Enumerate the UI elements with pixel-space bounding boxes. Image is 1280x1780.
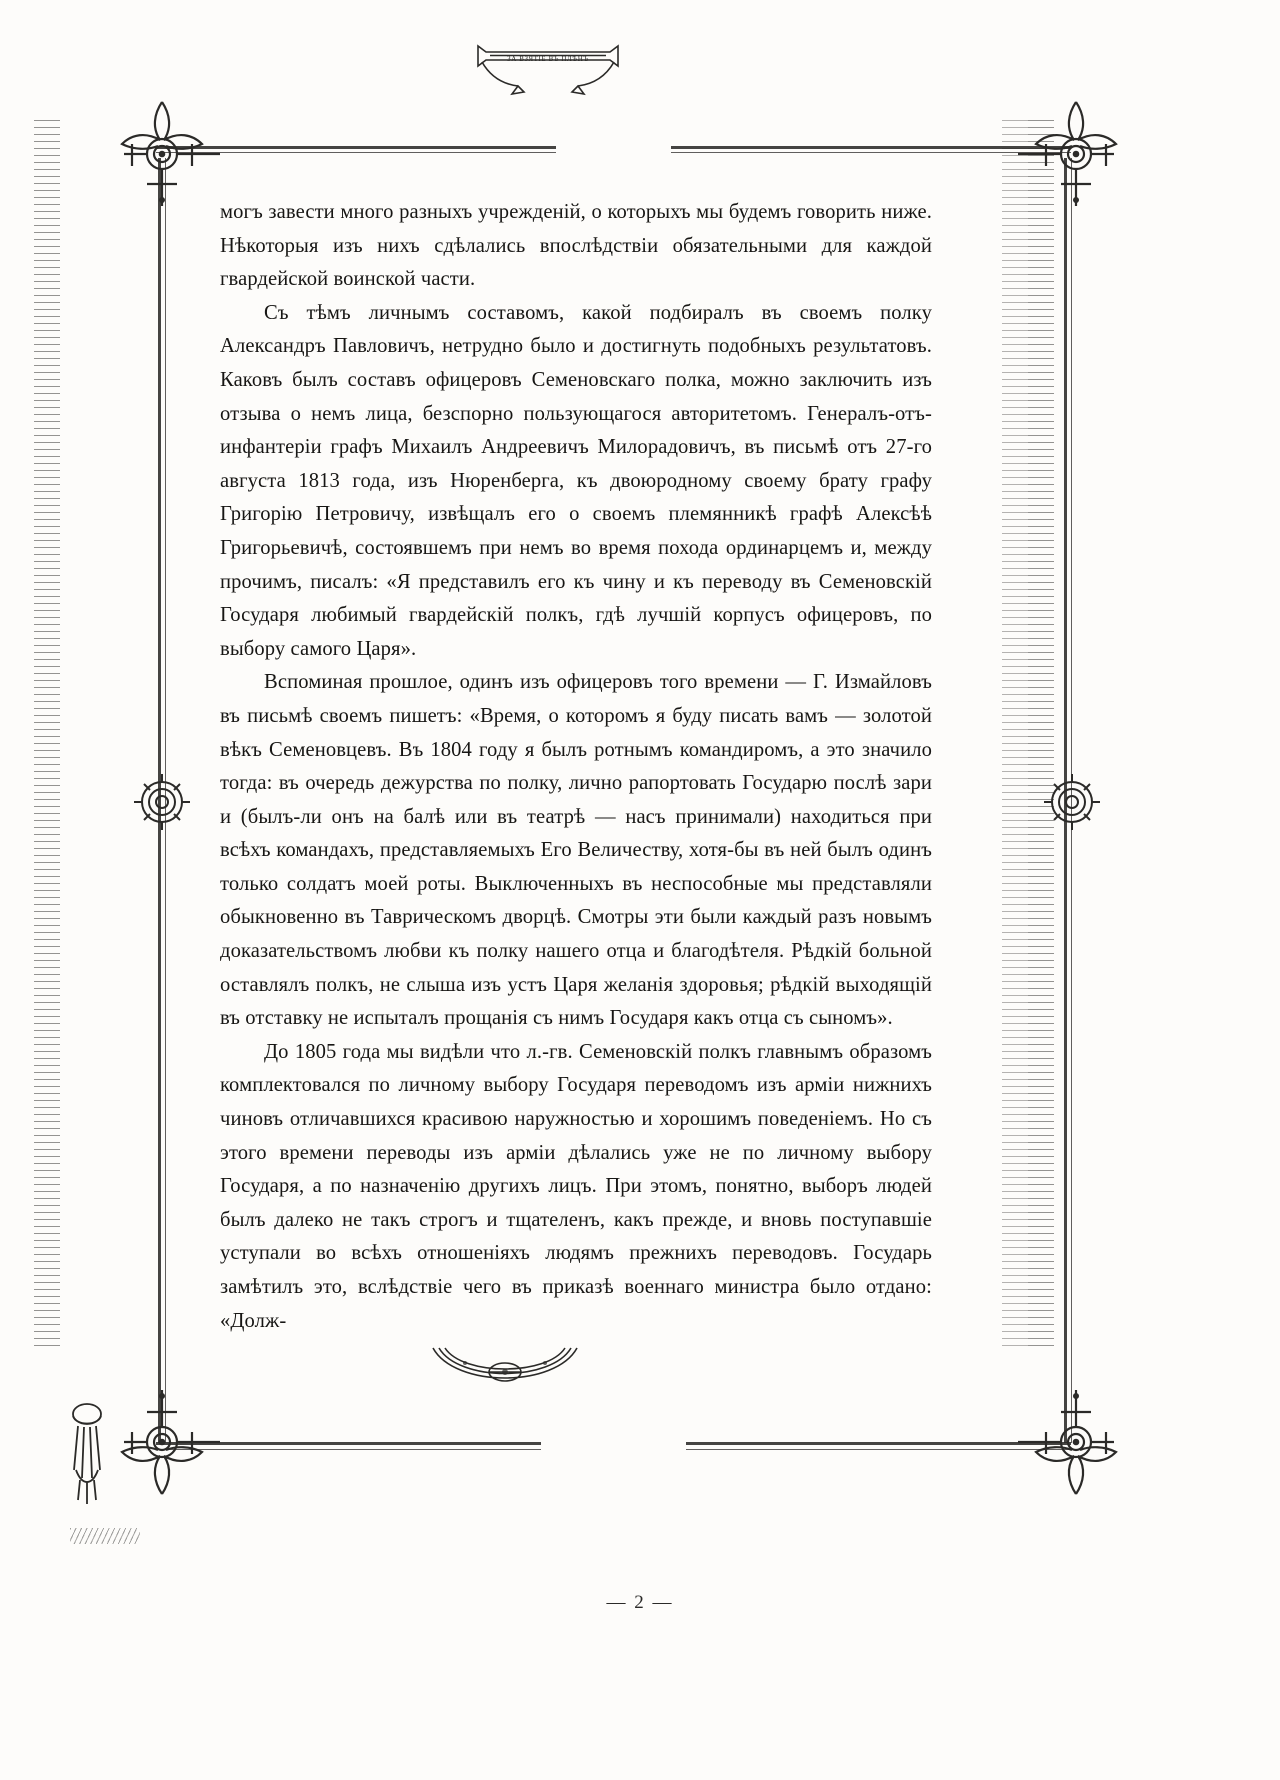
frame-rule-bottom-right-lower [686,1449,1071,1450]
page-body-text [220,196,932,1338]
frame-rule-bottom-right-upper [686,1442,1071,1445]
frame-rule-top-left-upper [156,146,556,149]
corner-ornament-bottom-right-icon [1016,1388,1136,1508]
frame-rule-right-outer [1071,158,1072,1443]
corner-ornament-top-left-icon [102,88,222,208]
frame-hatching-right-inner [1002,120,1028,1350]
frame-rule-bottom-left-lower [156,1449,541,1450]
frame-rule-top-left-lower [156,152,556,153]
paragraph-1: могъ завести много разныхъ учрежденій, о которыхъ мы будемъ говорить ниже. Нѣкоторыя изъ нихъ сдѣлались впослѣдствіи обязательными для каждой гвардейской воинской части. [220,201,932,291]
frame-hatching-right [1028,120,1054,1350]
ribbon-cartouche-icon [468,36,628,98]
paragraph-3: Вспоминая прошлое, одинъ изъ офицеровъ того времени — Г. Измайловъ въ письмѣ своемъ пишетъ: «Время, о которомъ я буду писать вамъ — золотой вѣкъ Семеновцевъ. Въ 1804 году я былъ ротнымъ командиромъ, а это значило тогда: въ очередь дежурства по полку, лично рапортовать Государю послѣ зари и (былъ-ли онъ на балѣ или въ театрѣ — насъ принимали) находиться при всѣхъ командахъ, представляемыхъ Его Величеству, хотя-бы въ ней былъ одинъ только солдатъ моей роты. Выключенныхъ въ неспособные мы представляли обыкновенно въ Таврическомъ дворцѣ. Смотры эти были каждый разъ новымъ доказательствомъ любви къ полку нашего отца и благодѣтеля. Рѣдкій больной оставлялъ полкъ, не слыша изъ устъ Царя желанія здоровья; рѣдкій выходящій въ отставку не испыталъ прощанія съ нимъ Государя какъ отца съ сыномъ». [220,671,932,1030]
rosette-ornament-left-icon [130,770,194,834]
page-number: — 2 — [606,1592,674,1613]
frame-rule-right-inner [1064,158,1067,1443]
ribbon-caption: ЗА ВЗЯТIЕ ВЪ ПЛѢНЪ [507,55,589,63]
tassel-ornament-icon [52,1400,122,1510]
paragraph-2: Съ тѣмъ личнымъ составомъ, какой подбиралъ въ своемъ полку Александръ Павловичъ, нетрудно было и достигнуть подобныхъ результатовъ. Каковъ былъ составъ офицеровъ Семеновскаго полка, можно заключить изъ отзыва о немъ лица, безспорно пользующагося авторитетомъ. Генералъ-отъ-инфантеріи графъ Михаилъ Андреевичъ Милорадовичъ, въ письмѣ отъ 27-го августа 1813 года, изъ Нюренберга, къ двоюродному своему брату графу Григорію Петровичу, извѣщалъ его о своемъ племянникѣ графѣ Алексѣѣ Григорьевичѣ, состоявшемъ при немъ во время похода ординарцемъ и, между прочимъ, писалъ: «Я представилъ его къ чину и къ переводу въ Семеновскій Государя любимый гвардейскій полкъ, гдѣ лучшій корпусъ офицеровъ, по выбору самого Царя». [220,301,932,660]
bottom-cartouche-icon [425,1342,585,1402]
frame-hatching-left [34,120,60,1350]
paper-smudge [70,1528,140,1544]
paragraph-4: До 1805 года мы видѣли что л.-гв. Семеновскій полкъ главнымъ образомъ комплектовался по личному выбору Государя переводомъ изъ арміи нижнихъ чиновъ отличавшихся красивою наружностью и хорошимъ поведеніемъ. Но съ этого времени переводы изъ арміи дѣлались уже не по личному выбору Государя, а по назначенію другихъ лицъ. При этомъ, понятно, выборъ людей былъ далеко не такъ строгъ и тщателенъ, какъ прежде, и вновь поступавшіе уступали во всѣхъ отношеніяхъ людямъ прежнихъ переводовъ. Государь замѣтилъ это, вслѣдствіе чего въ приказѣ военнаго министра было отдано: «Долж- [220,1040,932,1332]
frame-rule-left-inner [165,158,166,1443]
frame-rule-left-outer [158,158,161,1443]
frame-rule-bottom-left-upper [156,1442,541,1445]
